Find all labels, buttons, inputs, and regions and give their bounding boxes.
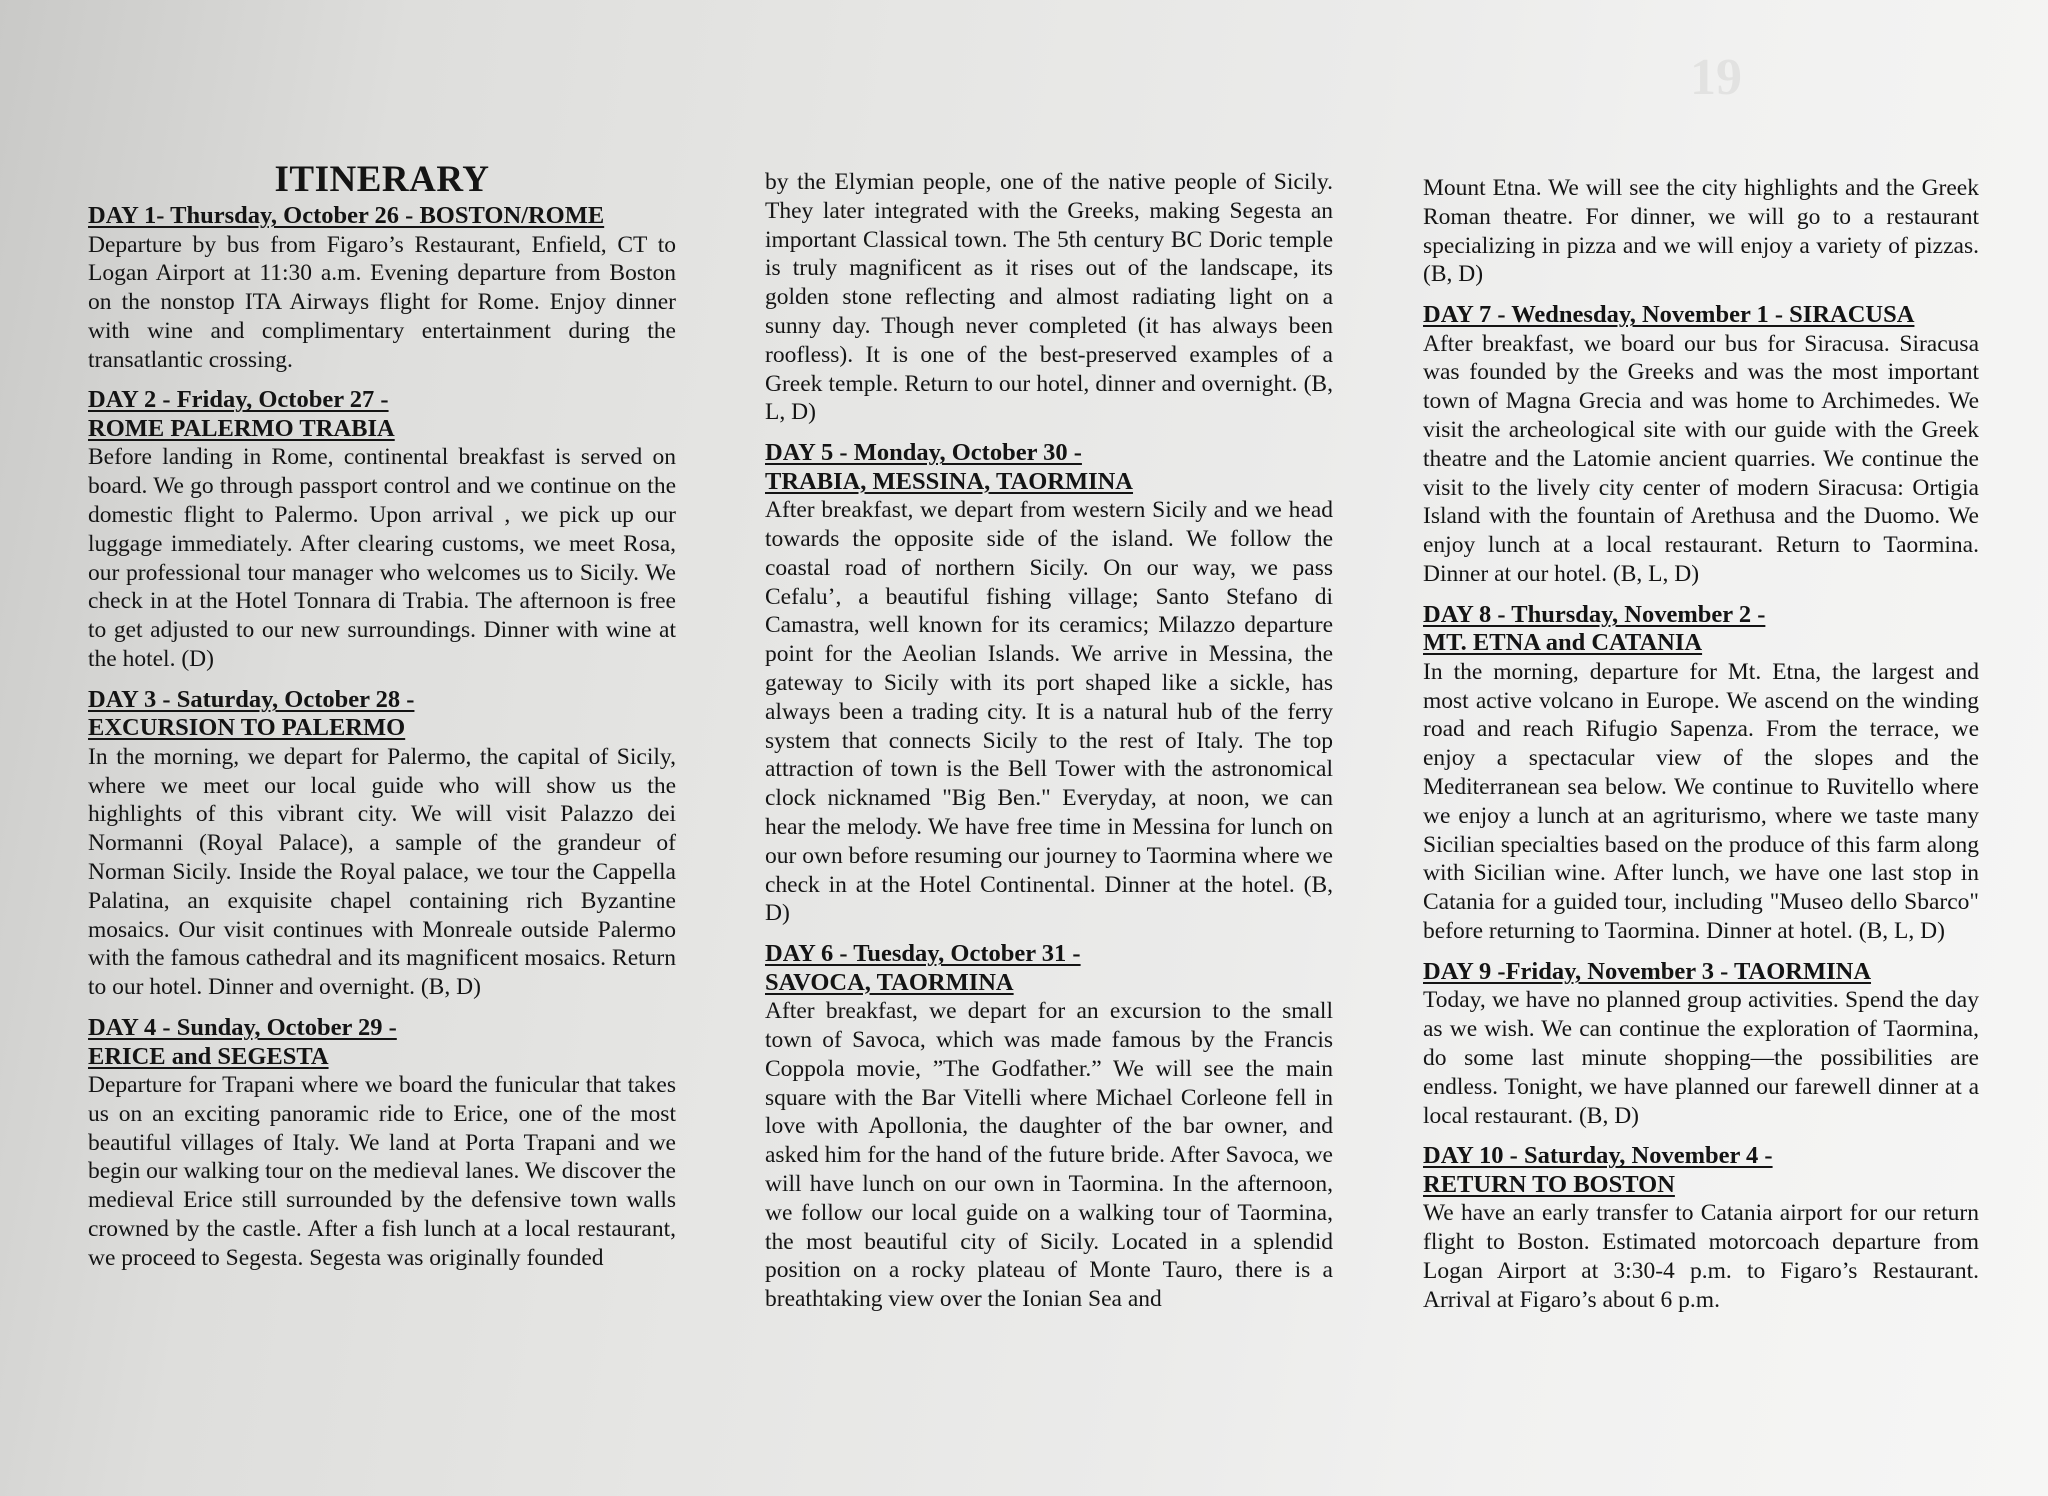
day-heading: DAY 6 - Tuesday, October 31 - <box>765 940 1081 968</box>
day-text: After breakfast, we depart from western Sicily and we head towards the opposite side of the island. We follow the coastal road of northern Sicily. On our way, we pass Cefalu’, a beautiful fishing village; Santo Stefano di Camastra, well known for its ceramics; Milazzo departure point for the Aeolian Islands. We arrive in Messina, the gateway to Sicily with its port shaped like a sickle, has always been a trading city. It is a natural hub of the ferry system that connects Sicily to the rest of Italy. The top attraction of town is the Bell Tower with the astronomical clock nicknamed "Big Ben." Everyday, at noon, we can hear the melody. We have free time in Messina for lunch on our own before resuming our journey to Taormina where we check in at the Hotel Continental. Dinner at the hotel. (B, D) <box>765 497 1333 927</box>
day-4 <box>88 1014 676 1273</box>
day-9 <box>1423 958 1979 1130</box>
day-7 <box>1423 301 1979 589</box>
column-3 <box>1423 174 1979 1315</box>
day-5 <box>765 439 1333 928</box>
day-3 <box>88 686 676 1002</box>
page-title: ITINERARY <box>274 159 490 200</box>
day-subheading: ERICE and SEGESTA <box>88 1042 329 1070</box>
day-heading: DAY 4 - Sunday, October 29 - <box>88 1014 397 1042</box>
day-subheading: EXCURSION TO PALERMO <box>88 714 406 742</box>
day-text: We have an early transfer to Catania airport for our return flight to Boston. Estimated motorcoach departure from Logan Airport at 3:30-4 p.m. to Figaro’s Restaurant. Arrival at Figaro’s about 6 p.m. <box>1423 1200 1979 1313</box>
continuation-text: Mount Etna. We will see the city highlights and the Greek Roman theatre. For dinner, we will go to a restaurant specializing in pizza and we will enjoy a variety of pizzas. (B, D) <box>1423 175 1979 288</box>
day-8 <box>1423 601 1979 946</box>
day-subheading: MT. ETNA and CATANIA <box>1423 629 1703 657</box>
day-heading: DAY 5 - Monday, October 30 - <box>765 439 1082 467</box>
day-text: Departure by bus from Figaro’s Restaurant, Enfield, CT to Logan Airport at 11:30 a.m. Evening departure from Boston on the nonstop ITA Airways flight for Rome. Enjoy dinner with wine and complimentary entertainment during the transatlantic crossing. <box>88 231 676 373</box>
column-1 <box>88 158 676 1273</box>
page-number: 19 <box>1690 49 1742 106</box>
day-text: After breakfast, we board our bus for Siracusa. Siracusa was founded by the Greeks and was the most important town of Magna Grecia and was home to Archimedes. We visit the archeological site with our guide with the Greek theatre and the Latomie ancient quarries. We continue the visit to the lively city center of modern Siracusa: Ortigia Island with the fountain of Arethusa and the Duomo. We enjoy lunch at a local restaurant. Return to Taormina. Dinner at our hotel. (B, L, D) <box>1423 330 1979 588</box>
continuation-text: by the Elymian people, one of the native people of Sicily. They later integrated with the Greeks, making Segesta an important Classical town. The 5th century BC Doric temple is truly magnificent as it rises out of the landscape, its golden stone reflecting and almost radiating light on a sunny day. Though never completed (it has always been roofless). It is one of the best-preserved examples of a Greek temple. Return to our hotel, dinner and overnight. (B, L, D) <box>765 169 1333 426</box>
day-text: Departure for Trapani where we board the funicular that takes us on an exciting panoramic ride to Erice, one of the most beautiful villages of Italy. We land at Porta Trapani and we begin our walking tour on the medieval lanes. We discover the medieval Erice still surrounded by the defensive town walls crowned by the castle. After a fish lunch at a local restaurant, we proceed to Segesta. Segesta was originally founded <box>88 1072 676 1271</box>
day-1 <box>88 202 676 374</box>
day-heading: DAY 8 - Thursday, November 2 - <box>1423 600 1766 628</box>
day-text: After breakfast, we depart for an excursion to the small town of Savoca, which was made famous by the Francis Coppola movie, ”The Godfather.” We will see the main square with the Bar Vitelli where Michael Corleone fell in love with Apollonia, the daughter of the bar owner, and asked him for the hand of the future bride. After Savoca, we will have lunch on our own in Taormina. In the afternoon, we follow our local guide on a walking tour of Taormina, the most beautiful city of Sicily. Located in a splendid position on a rocky plateau of Monte Tauro, there is a breathtaking view over the Ionian Sea and <box>765 998 1333 1313</box>
day-text: In the morning, we depart for Palermo, the capital of Sicily, where we meet our local guide who will show us the highlights of this vibrant city. We will visit Palazzo dei Normanni (Royal Palace), a sample of the grandeur of Norman Sicily. Inside the Royal palace, we tour the Cappella Palatina, an exquisite chapel containing rich Byzantine mosaics. Our visit continues with Monreale outside Palermo with the famous cathedral and its magnificent mosaics. Return to our hotel. Dinner and overnight. (B, D) <box>88 743 676 1001</box>
day-6 <box>765 940 1333 1314</box>
day-text: Before landing in Rome, continental breakfast is served on board. We go through passport control and we continue on the domestic flight to Palermo. Upon arrival , we pick up our luggage immediately. After clearing customs, we meet Rosa, our professional tour manager who welcomes us to Sicily. We check in at the Hotel Tonnara di Trabia. The afternoon is free to get adjusted to our new surroundings. Dinner with wine at the hotel. (D) <box>88 444 676 673</box>
day-heading: DAY 7 - Wednesday, November 1 - SIRACUSA <box>1423 301 1915 329</box>
day-heading: DAY 2 - Friday, October 27 - <box>88 386 389 414</box>
day-10 <box>1423 1142 1979 1314</box>
day-text: Today, we have no planned group activities. Spend the day as we wish. We can continue the exploration of Taormina, do some last minute shopping—the possibilities are endless. Tonight, we have planned our farewell dinner at a local restaurant. (B, D) <box>1423 987 1979 1129</box>
day-heading: DAY 1- Thursday, October 26 - BOSTON/ROME <box>88 202 605 229</box>
day-2 <box>88 386 676 673</box>
day-heading: DAY 9 -Friday, November 3 - TAORMINA <box>1423 957 1872 985</box>
day-subheading: RETURN TO BOSTON <box>1423 1170 1675 1198</box>
day-text: In the morning, departure for Mt. Etna, the largest and most active volcano in Europe. We ascend on the winding road and reach Rifugio Sapenza. From the terrace, we enjoy a spectacular view of the slopes and the Mediterranean sea below. We continue to Ruvitello where we enjoy a lunch at an agriturismo, where we taste many Sicilian specialties based on the produce of this farm along with Sicilian wine. After lunch, we have one last stop in Catania for a guided tour, including "Museo dello Sbarco" before returning to Taormina. Dinner at hotel. (B, L, D) <box>1423 658 1979 945</box>
day-subheading: SAVOCA, TAORMINA <box>765 968 1014 996</box>
day-subheading: TRABIA, MESSINA, TAORMINA <box>765 467 1134 495</box>
column-2 <box>765 168 1333 1314</box>
day-heading: DAY 10 - Saturday, November 4 - <box>1423 1142 1773 1170</box>
day-subheading: ROME PALERMO TRABIA <box>88 414 395 442</box>
day-heading: DAY 3 - Saturday, October 28 - <box>88 685 415 713</box>
